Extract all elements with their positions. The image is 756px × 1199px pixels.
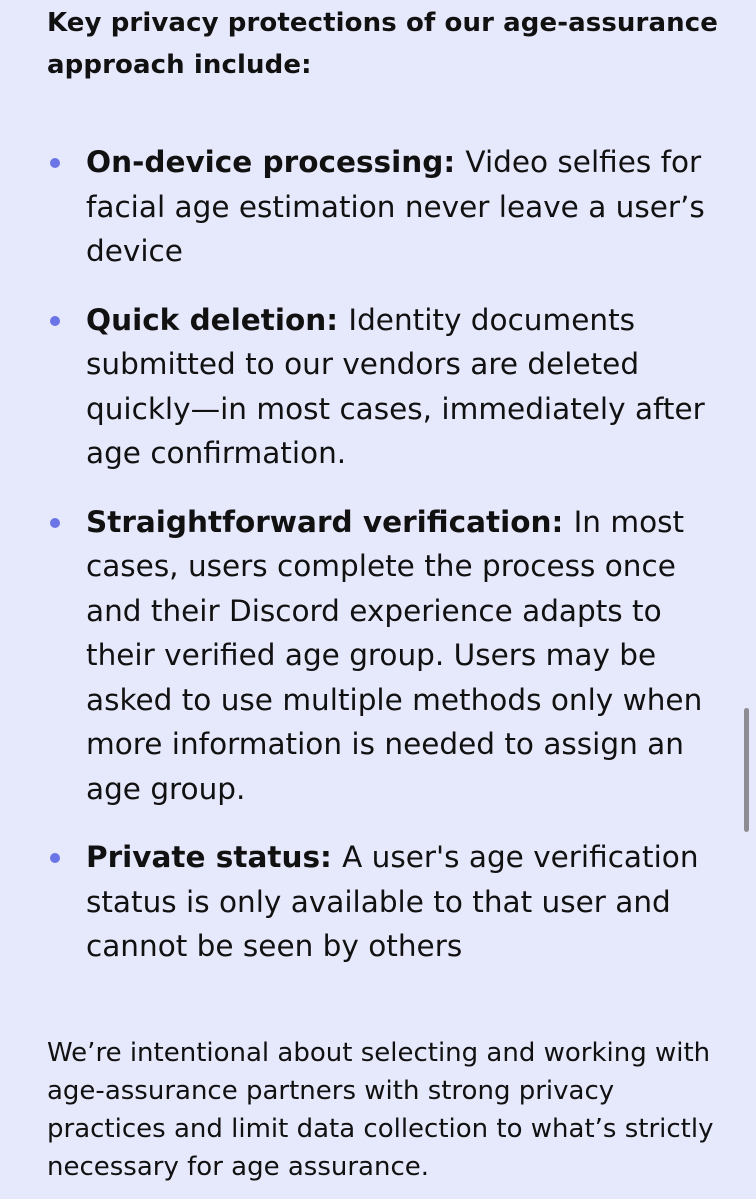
intro-heading: Key privacy protections of our age-assurance approach include: bbox=[47, 8, 718, 80]
bullet-lead: On-device processing: bbox=[86, 145, 466, 179]
bullet-text: A user's age verification status is only available to that user and cannot be seen by others bbox=[86, 840, 699, 963]
bullet-text: Identity documents submitted to our vendors are deleted quickly—in most cases, immediately after age confirmation. bbox=[86, 302, 705, 470]
bullet-dot-icon bbox=[50, 853, 60, 863]
bullet-text: In most cases, users complete the process once and their Discord experience adapts to their verified age group. Users may be asked to use multiple methods only when more information is needed to assign an age group. bbox=[86, 504, 703, 806]
bullet-dot-icon bbox=[50, 518, 60, 528]
list-item-straightforward-verification bbox=[0, 500, 756, 812]
list-item-quick-deletion bbox=[0, 298, 756, 476]
closing-paragraph: We’re intentional about selecting and working with age-assurance partners with strong privacy practices and limit data collection to what’s strictly necessary for age assurance. bbox=[47, 1038, 714, 1182]
list-item-private-status bbox=[0, 835, 756, 969]
bullet-lead: Quick deletion: bbox=[86, 302, 349, 337]
privacy-protections-list bbox=[0, 140, 756, 993]
bullet-dot-icon bbox=[50, 158, 60, 168]
scrollbar-thumb[interactable] bbox=[744, 708, 749, 832]
bullet-text: Video selfies for facial age estimation never leave a user’s device bbox=[86, 145, 705, 268]
bullet-lead: Private status: bbox=[86, 840, 343, 874]
list-item-on-device-processing bbox=[0, 140, 756, 274]
bullet-dot-icon bbox=[50, 316, 60, 326]
bullet-lead: Straightforward verification: bbox=[86, 504, 574, 539]
